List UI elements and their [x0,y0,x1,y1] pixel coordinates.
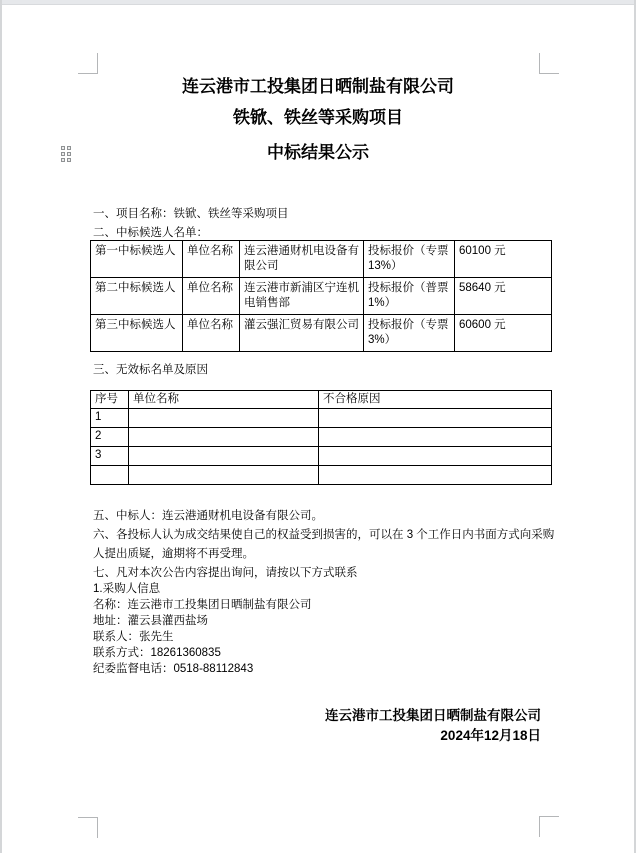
margin-crop-mark-top-left [78,53,98,74]
doc-title-project: 铁锨、铁丝等采购项目 [233,108,403,127]
project-name-line: 一、项目名称：铁锨、铁丝等采购项目 [93,208,289,220]
quote-price: 60600 元 [455,315,552,352]
candidate-rank: 第一中标候选人 [91,241,183,278]
table-row [91,315,552,352]
purchaser-info-block [93,581,559,677]
candidate-company: 灌云强汇贸易有限公司 [240,315,364,352]
table-header-row [91,391,552,409]
table-row [91,447,552,466]
unit-cell [129,428,319,447]
table-row [91,428,552,447]
seq-cell: 3 [91,447,129,466]
notices-block [93,507,559,583]
col-header-unit: 单位名称 [129,391,319,409]
reason-cell [319,466,552,485]
candidate-rank: 第三中标候选人 [91,315,183,352]
reason-cell [319,447,552,466]
table-row [91,278,552,315]
signature-date: 2024年12月18日 [440,727,541,743]
candidate-company: 连云港通财机电设备有限公司 [240,241,364,278]
unit-cell [129,409,319,428]
quote-label: 投标报价（专票3%） [364,315,455,352]
purchaser-phone: 联系方式：18261360835 [93,647,221,659]
candidates-table [90,240,552,352]
invalid-heading: 三、无效标名单及原因 [93,364,208,376]
reason-cell [319,428,552,447]
table-row [91,466,552,485]
purchaser-contact: 联系人：张先生 [93,631,174,643]
table-row [91,409,552,428]
candidates-heading: 二、中标候选人名单： [93,227,208,239]
margin-crop-mark-bottom-right [539,816,559,837]
margin-crop-mark-bottom-left [78,817,98,838]
signature-company: 连云港市工投集团日晒制盐有限公司 [325,708,541,723]
candidate-company: 连云港市新浦区宁连机电销售部 [240,278,364,315]
purchaser-address: 地址：灌云县灌西盐场 [93,615,208,627]
intro-block [93,205,559,243]
quote-price: 60100 元 [455,241,552,278]
unit-cell [129,466,319,485]
unit-label: 单位名称 [183,315,240,352]
unit-label: 单位名称 [183,278,240,315]
doc-title-company: 连云港市工投集团日晒制盐有限公司 [182,77,454,96]
seq-cell: 1 [91,409,129,428]
quote-label: 投标报价（专票13%） [364,241,455,278]
quote-label: 投标报价（普票1%） [364,278,455,315]
seq-cell: 2 [91,428,129,447]
objection-line: 六、各投标人认为成交结果使自己的权益受到损害的，可以在 3 个工作日内书面方式向采购人提出质疑，逾期将不再受理。 [93,529,555,560]
inquiry-line: 七、凡对本次公告内容提出询问，请按以下方式联系 [93,567,358,579]
signature-block [325,706,541,745]
doc-title-announcement: 中标结果公示 [267,143,369,162]
col-header-reason: 不合格原因 [319,391,552,409]
seq-cell [91,466,129,485]
invalid-bids-table [90,390,552,485]
winner-line: 五、中标人：连云港通财机电设备有限公司。 [93,510,323,522]
unit-label: 单位名称 [183,241,240,278]
viewer-edge-top [0,0,636,5]
quote-price: 58640 元 [455,278,552,315]
margin-crop-mark-top-right [539,53,559,74]
purchaser-name: 名称：连云港市工投集团日晒制盐有限公司 [93,599,312,611]
col-header-seq: 序号 [91,391,129,409]
purchaser-heading: 1.采购人信息 [93,583,161,595]
supervision-phone: 纪委监督电话：0518-88112843 [93,663,254,675]
candidate-rank: 第二中标候选人 [91,278,183,315]
table-row [91,241,552,278]
reason-cell [319,409,552,428]
unit-cell [129,447,319,466]
